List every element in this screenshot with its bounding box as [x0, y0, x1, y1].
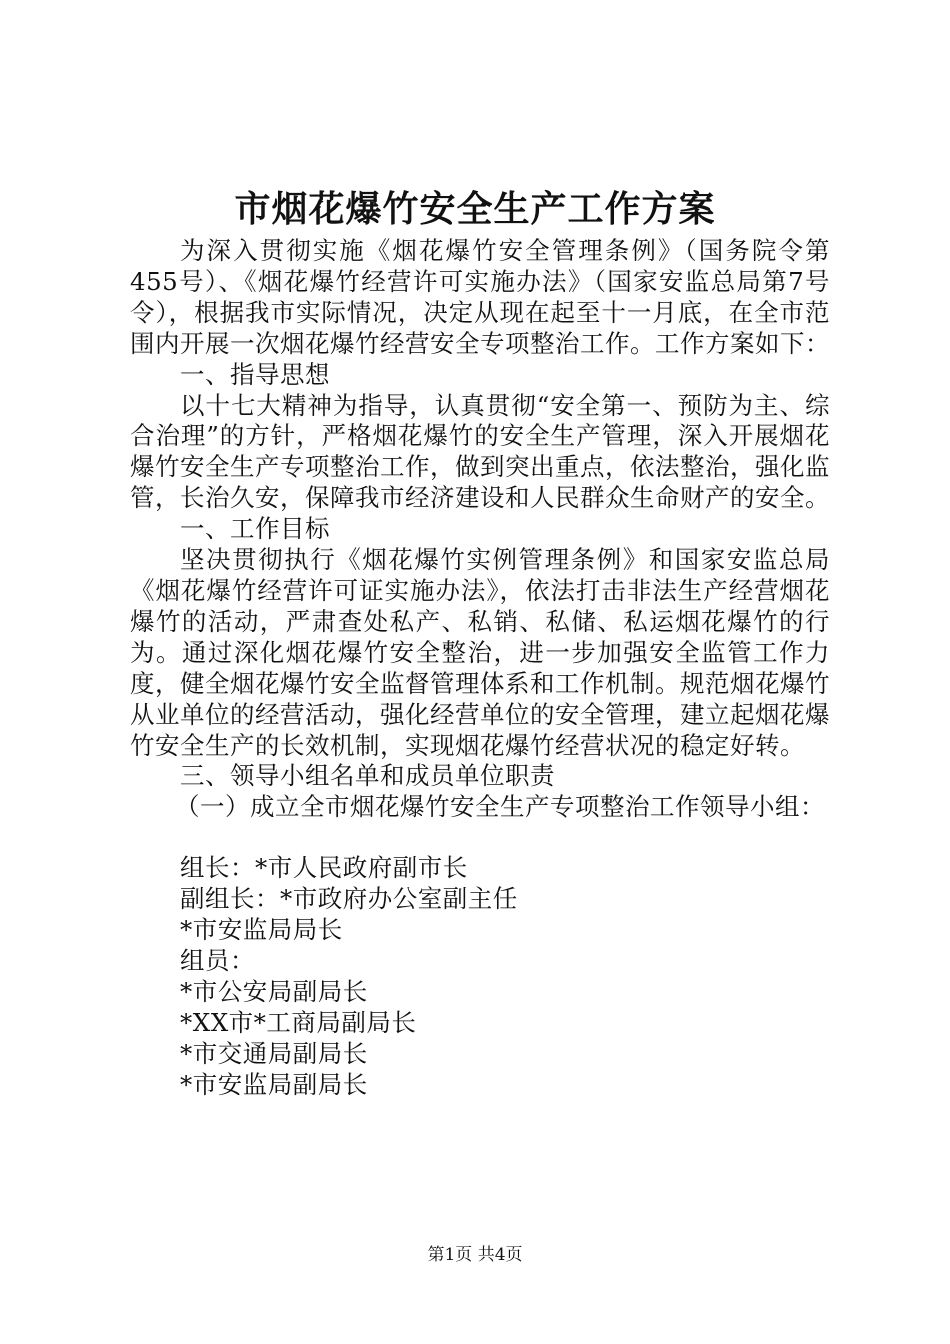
member-line: 副组长：*市政府办公室副主任 — [180, 884, 518, 914]
intro-paragraph: 为深入贯彻实施《烟花爆竹安全管理条例》（国务院令第455号）、《烟花爆竹经营许可实施办法》（国家安监总局第7号令），根据我市实际情况，决定从现在起至十一月底，在全市范围内开展一次烟花爆竹经营安全专项整治工作。工作方案如下： — [130, 236, 830, 358]
section-2-paragraph: 坚决贯彻执行《烟花爆竹实例管理条例》和国家安监总局《烟花爆竹经营许可证实施办法》，依法打击非法生产经营烟花爆竹的活动，严肃查处私产、私销、私储、私运烟花爆竹的行为。通过深化烟花爆竹安全整治，进一步加强安全监管工作力度，健全烟花爆竹安全监督管理体系和工作机制。规范烟花爆竹从业单位的经营活动，强化经营单位的安全管理，建立起烟花爆竹安全生产的长效机制，实现烟花爆竹经营状况的稳定好转。 — [130, 545, 830, 760]
member-line: *市安监局副局长 — [180, 1069, 368, 1099]
member-line: *市交通局副局长 — [180, 1038, 368, 1068]
section-1-paragraph: 以十七大精神为指导，认真贯彻“安全第一、预防为主、综合治理”的方针，严格烟花爆竹的安全生产管理，深入开展烟花爆竹安全生产专项整治工作，做到突出重点，依法整治，强化监管，长治久安，保障我市经济建设和人民群众生命财产的安全。 — [130, 390, 830, 513]
member-line: *市安监局局长 — [180, 915, 343, 945]
member-line: *XX市*工商局副局长 — [180, 1007, 417, 1037]
member-line: 组员： — [180, 945, 255, 975]
member-line: *市公安局副局长 — [180, 976, 368, 1006]
member-line: 组长：*市人民政府副市长 — [180, 853, 468, 883]
section-1-heading: 一、指导思想 — [180, 359, 330, 389]
section-3-subheading: （一）成立全市烟花爆竹安全生产专项整治工作领导小组： — [175, 792, 825, 822]
member-list — [130, 853, 830, 1100]
spacer — [130, 823, 830, 853]
page-footer: 第1页 共4页 — [427, 1245, 523, 1265]
section-3-heading: 三、领导小组名单和成员单位职责 — [180, 761, 555, 791]
document-body — [130, 236, 830, 1100]
document-title: 市烟花爆竹安全生产工作方案 — [234, 188, 716, 230]
section-2-heading: 一、工作目标 — [180, 514, 330, 544]
